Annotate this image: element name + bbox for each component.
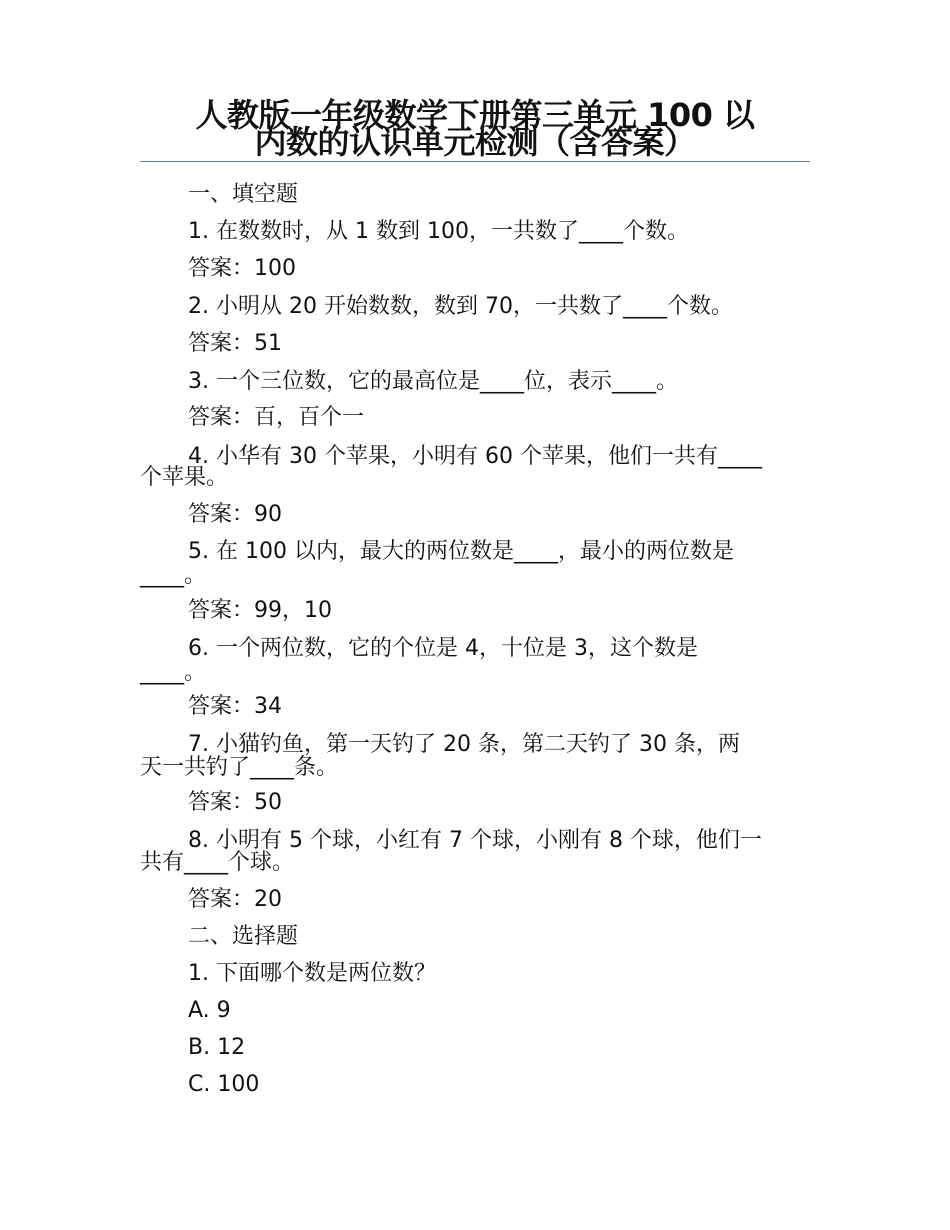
mc-option-b: B. 12 [188, 1035, 246, 1060]
question-7-line-1: 7. 小猫钓鱼，第一天钓了 20 条，第二天钓了 30 条，两 [188, 732, 740, 757]
answer-3: 答案：百，百个一 [188, 405, 365, 430]
question-5-line-1: 5. 在 100 以内，最大的两位数是____，最小的两位数是 [188, 539, 734, 564]
mc-question-1: 1. 下面哪个数是两位数？ [188, 961, 436, 986]
question-6-line-2: ____。 [140, 660, 207, 685]
answer-4: 答案：90 [188, 502, 282, 527]
question-4-line-1: 4. 小华有 30 个苹果，小明有 60 个苹果，他们一共有____ [188, 444, 762, 469]
question-1: 1. 在数数时，从 1 数到 100，一共数了____个数。 [188, 219, 689, 244]
answer-5: 答案：99，10 [188, 598, 332, 623]
answer-2: 答案：51 [188, 331, 282, 356]
question-8-line-2: 共有____个球。 [140, 850, 295, 875]
section-heading-fill-in: 一、填空题 [188, 182, 299, 207]
answer-7: 答案：50 [188, 790, 282, 815]
answer-6: 答案：34 [188, 694, 282, 719]
section-heading-multiple-choice: 二、选择题 [188, 924, 299, 949]
document-title-line-1: 人教版一年级数学下册第三单元 100 以 [195, 96, 755, 134]
question-4-line-2: 个苹果。 [140, 465, 229, 490]
question-3: 3. 一个三位数，它的最高位是____位，表示____。 [188, 369, 678, 394]
mc-option-a: A. 9 [188, 998, 231, 1023]
mc-option-c: C. 100 [188, 1072, 260, 1097]
document-title [140, 96, 810, 161]
document-title-line-2: 内数的认识单元检测（含答案） [254, 123, 696, 161]
answer-8: 答案：20 [188, 887, 282, 912]
question-5-line-2: ____。 [140, 563, 207, 588]
question-7-line-2: 天一共钓了____条。 [140, 755, 339, 780]
title-divider [140, 161, 810, 162]
question-6-line-1: 6. 一个两位数，它的个位是 4，十位是 3，这个数是 [188, 636, 698, 661]
question-2: 2. 小明从 20 开始数数，数到 70，一共数了____个数。 [188, 294, 733, 319]
answer-1: 答案：100 [188, 256, 296, 281]
question-8-line-1: 8. 小明有 5 个球，小红有 7 个球，小刚有 8 个球，他们一 [188, 828, 762, 853]
